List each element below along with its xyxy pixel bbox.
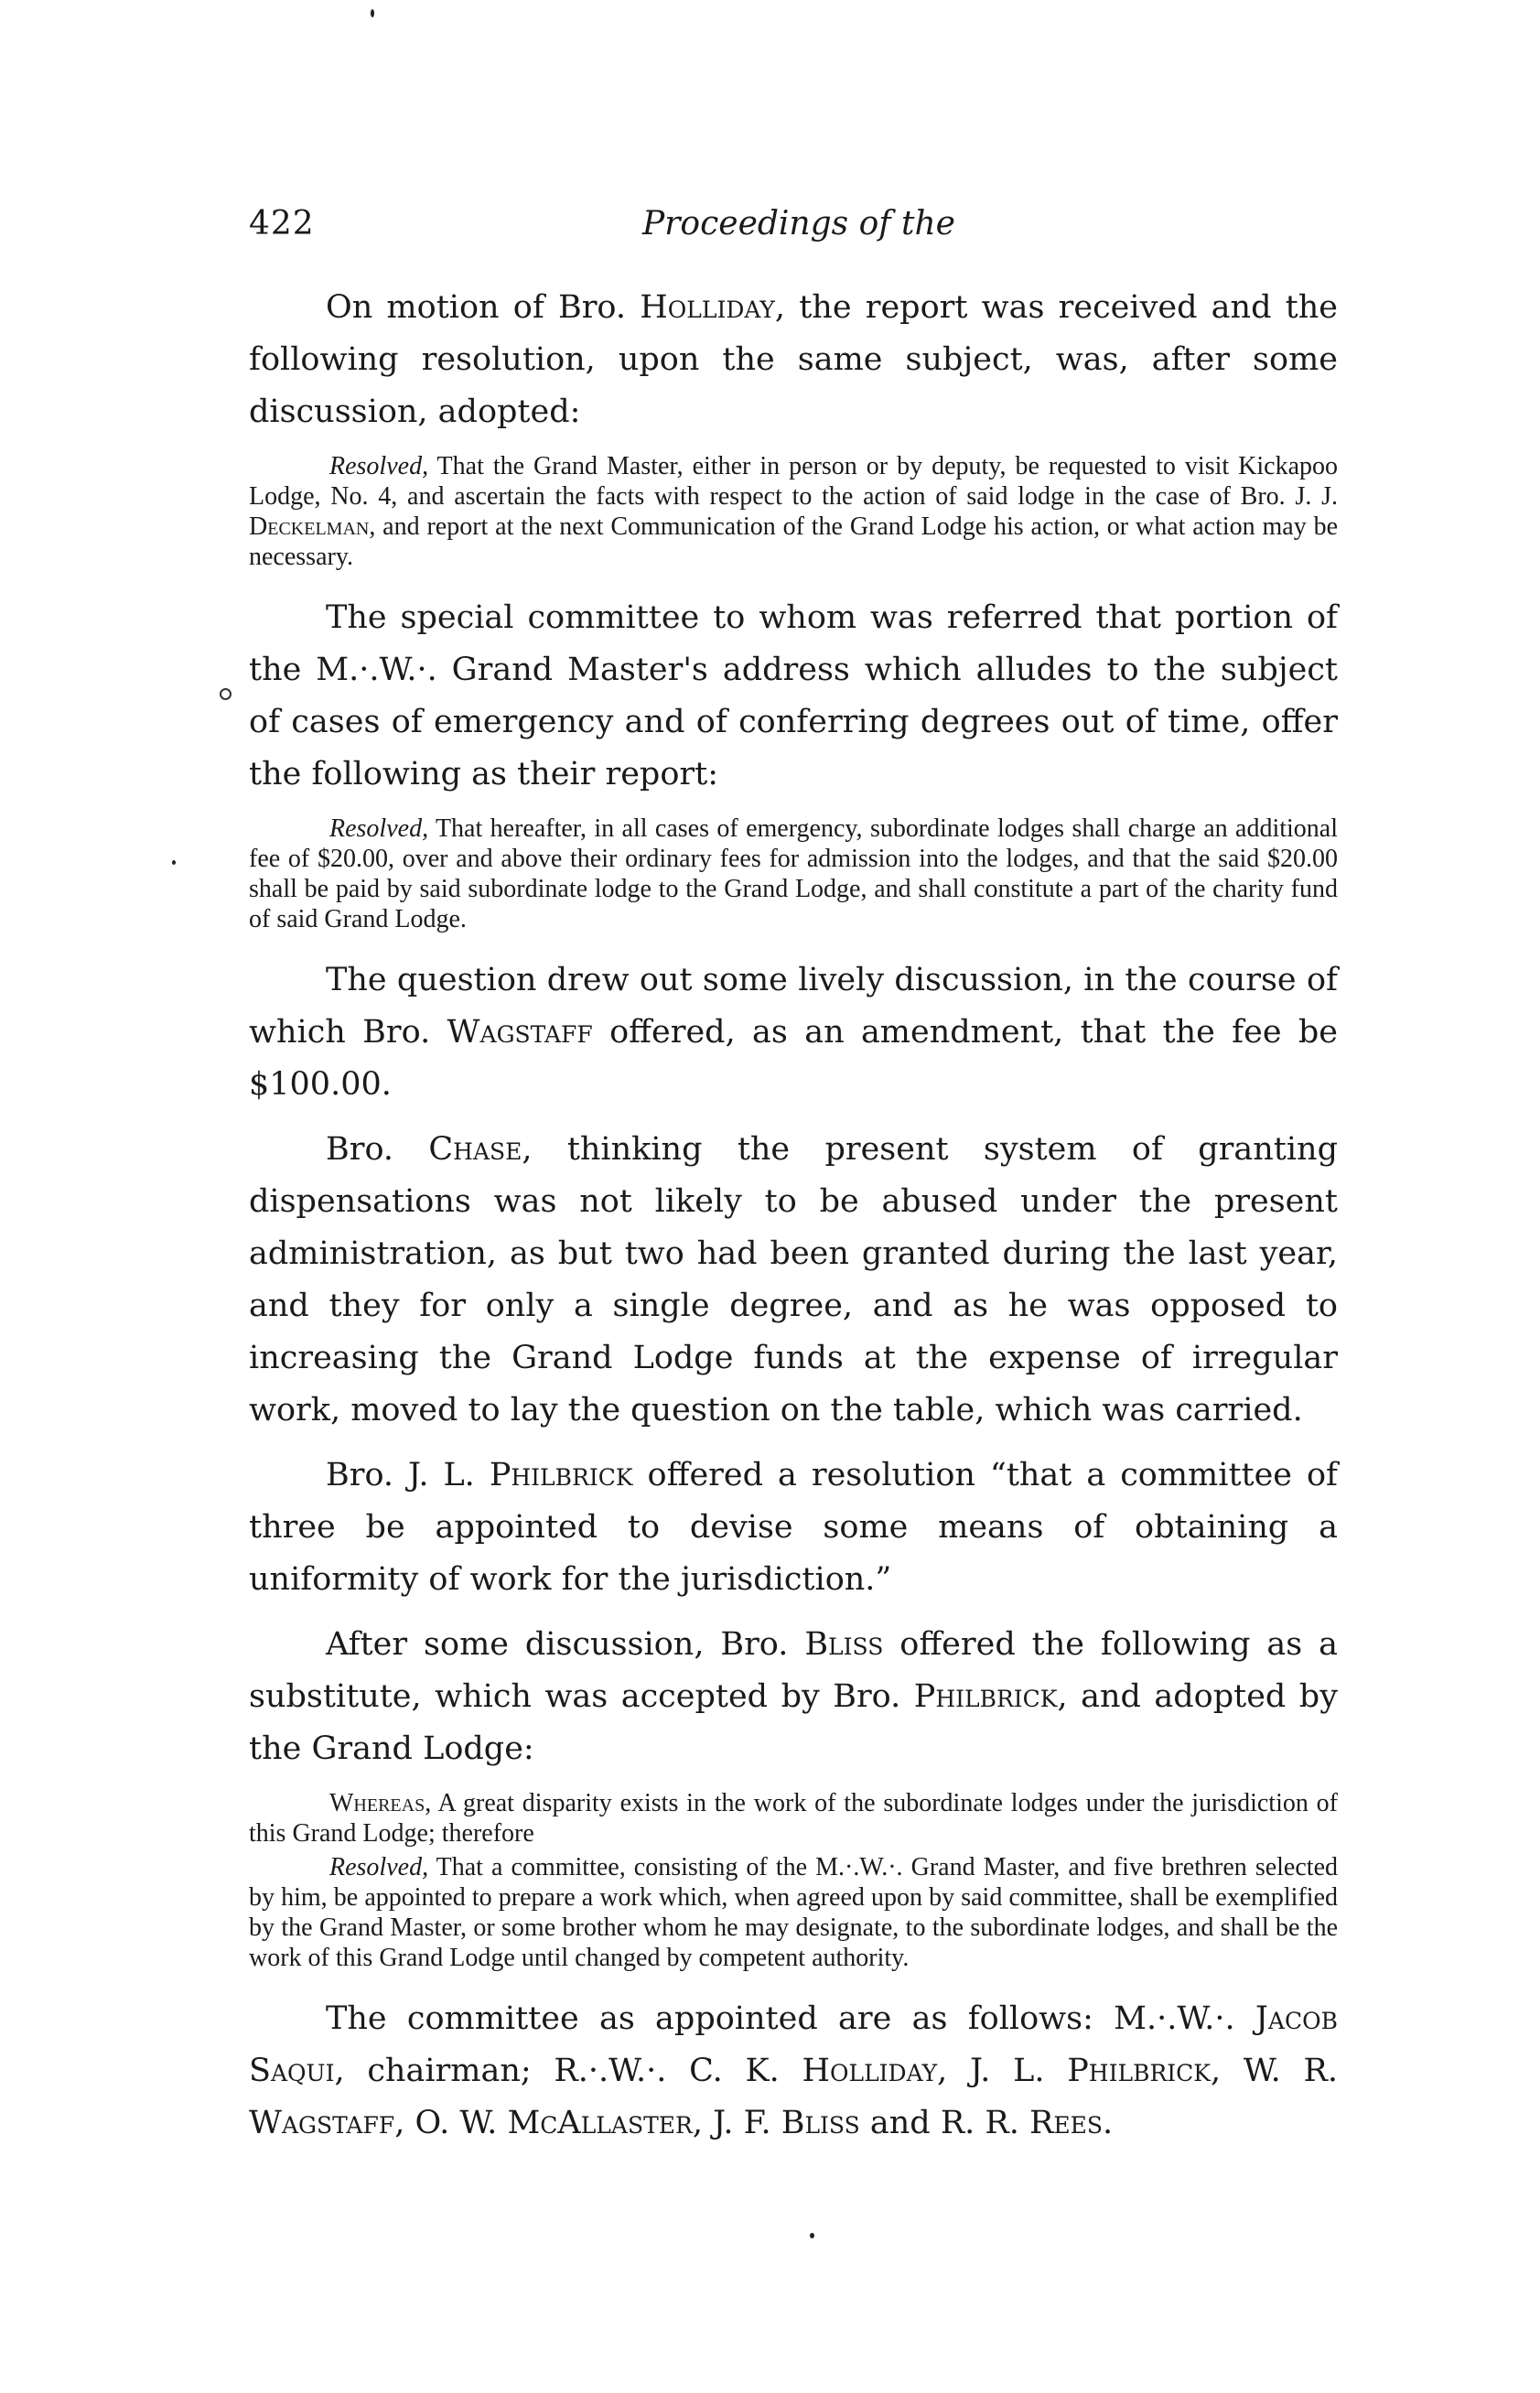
text-run: , J. F. (692, 2105, 781, 2141)
person-name: Holliday (802, 2053, 938, 2089)
resolution-kickapoo-lodge (249, 451, 1338, 572)
text-run: , and adopted by the Grand Lodge: (249, 1678, 1338, 1767)
person-name: Philbrick (913, 1678, 1058, 1715)
text-run: The question drew out some lively discussion, in the course of which Bro. (249, 962, 1338, 1051)
person-name: Holliday (640, 289, 775, 326)
scan-speck (371, 9, 374, 17)
text-run: , chairman; R.·.W.·. C. K. (334, 2053, 802, 2089)
paragraph-motion-holliday (249, 282, 1338, 438)
text-run: , the report was received and the following resolution, upon the same subject, was, after some discussion, adopted: (249, 289, 1338, 430)
text-run: Bro. (326, 1131, 429, 1168)
resolution-lead: Resolved, (329, 814, 429, 843)
scan-speck (810, 2233, 814, 2238)
text-run: The special committee to whom was referred that portion of the M.·.W.·. Grand Master's address which alludes to the subject of cases of emergency and of conferring degrees out of time, offer the following as their report: (249, 599, 1338, 792)
resolution-work-committee (249, 1852, 1338, 1973)
text-run: offered, as an amendment, that the fee be $100.00. (249, 1014, 1338, 1103)
text-run: A great disparity exists in the work of the subordinate lodges under the jurisdiction of this Grand Lodge; therefore (249, 1789, 1338, 1848)
whereas-clause (249, 1788, 1338, 1849)
scan-speck (172, 860, 176, 865)
person-name: Jacob Saqui (249, 2000, 1338, 2089)
text-run: The committee as appointed are as follows: M.·.W.·. (326, 2000, 1255, 2037)
resolution-lead: Resolved, (329, 452, 429, 480)
text-run: , J. L. (937, 2053, 1068, 2089)
page-number: 422 (249, 205, 315, 243)
person-name: McAllaster (507, 2105, 693, 2141)
resolution-lead: Resolved, (329, 1853, 429, 1881)
text-run: offered the following as a substitute, which was accepted by Bro. (249, 1626, 1338, 1715)
text-run: . (1103, 2105, 1114, 2141)
person-name: Deckelman (249, 512, 370, 541)
text-run: That hereafter, in all cases of emergency, subordinate lodges shall charge an additional fee of $20.00, over and above their ordinary fees for admission into the lodges, and that the said $20.00 shall be paid by said subordinate lodge to the Grand Lodge, and shall constitute a part of the charity fund of said Grand Lodge. (249, 814, 1338, 933)
person-name: Wagstaff (249, 2105, 395, 2141)
person-name: Chase (428, 1131, 522, 1168)
scan-speck (220, 688, 232, 700)
text-run: After some discussion, Bro. (326, 1626, 805, 1663)
resolution-emergency-fee (249, 814, 1338, 934)
paragraph-bliss-substitute (249, 1619, 1338, 1775)
person-name: Rees (1029, 2105, 1104, 2141)
running-title: Proceedings of the (642, 205, 955, 243)
text-run: offered a resolution “that a committee of three be appointed to devise some means of obtaining a uniformity of work for the jurisdiction.” (249, 1457, 1339, 1598)
person-name: Bliss (804, 1626, 884, 1663)
paragraph-special-committee (249, 592, 1338, 801)
paragraph-committee-members (249, 1993, 1338, 2150)
text-run: , and report at the next Communication of the Grand Lodge his action, or what action may be necessary. (249, 512, 1338, 571)
person-name: Bliss (781, 2105, 860, 2141)
text-run: Bro. J. L. (326, 1457, 490, 1493)
person-name: Wagstaff (447, 1014, 593, 1051)
text-run: That a committee, consisting of the M.·.W.·. Grand Master, and five brethren selected by him, be appointed to prepare a work which, when agreed upon by said committee, shall be exemplified by the Grand Master, or some brother whom he may designate, to the subordinate lodges, and shall be the work of this Grand Lodge until changed by competent authority. (249, 1853, 1338, 1972)
page-header (249, 205, 1338, 251)
text-run: That the Grand Master, either in person or by deputy, be requested to visit Kickapoo Lodge, No. 4, and ascertain the facts with respect to the action of said lodge in the case of Bro. J. J. (249, 452, 1338, 511)
paragraph-lively-discussion (249, 954, 1338, 1111)
text-run: On motion of Bro. (326, 289, 641, 326)
person-name: Philbrick (1067, 2053, 1211, 2089)
person-name: Philbrick (489, 1457, 633, 1493)
text-run: , W. R. (1210, 2053, 1339, 2089)
text-run: and R. R. (859, 2105, 1030, 2141)
resolution-lead: Whereas, (329, 1789, 432, 1817)
text-run: , thinking the present system of granting dispensations was not likely to be abused under the present administration, as but two had been granted during the last year, and they for only a single degree, and as he was opposed to increasing the Grand Lodge funds at the expense of irregular work, moved to lay the question on the table, which was carried. (249, 1131, 1338, 1428)
text-run: , O. W. (394, 2105, 508, 2141)
paragraph-philbrick-resolution (249, 1450, 1338, 1606)
paragraph-chase-motion (249, 1124, 1338, 1437)
page-body (249, 282, 1338, 2162)
